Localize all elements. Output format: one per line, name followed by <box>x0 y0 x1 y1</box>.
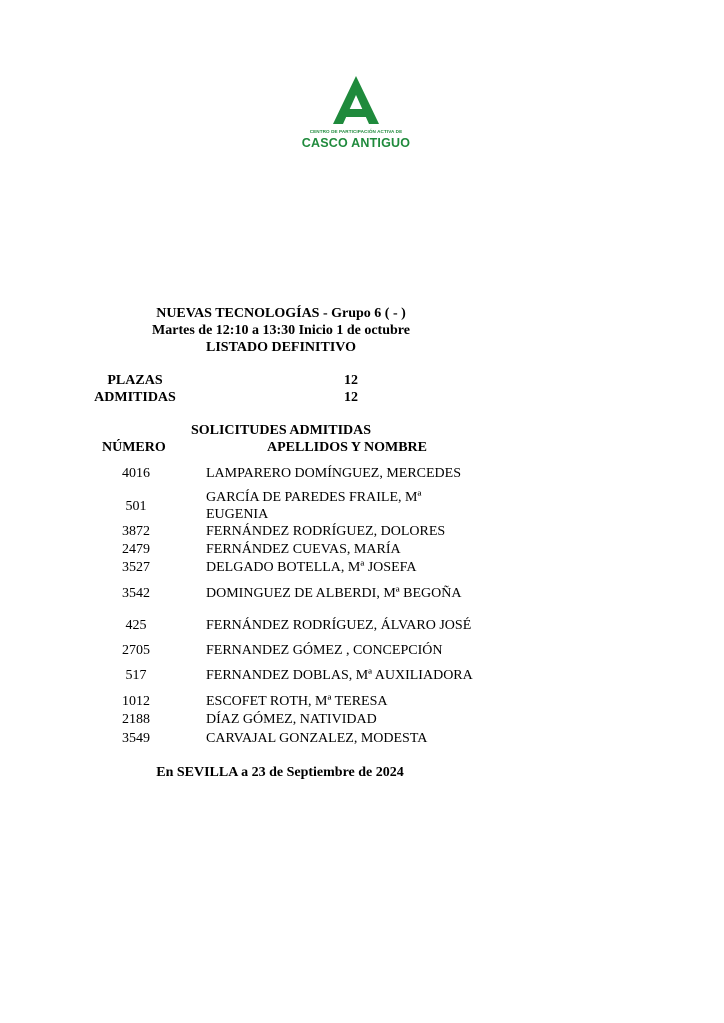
row-name: GARCÍA DE PAREDES FRAILE, Mª EUGENIA <box>206 490 422 522</box>
row-number: 3549 <box>122 731 150 746</box>
admitidas-label: ADMITIDAS <box>94 390 176 405</box>
row-number: 3527 <box>122 560 150 575</box>
row-number: 3872 <box>122 524 150 539</box>
row-number: 4016 <box>122 466 150 481</box>
row-number: 1012 <box>122 694 150 709</box>
row-name: FERNÁNDEZ RODRÍGUEZ, ÁLVARO JOSÉ <box>206 618 472 633</box>
row-number: 517 <box>125 668 147 683</box>
course-header <box>140 305 422 356</box>
course-schedule: Martes de 12:10 a 13:30 Inicio 1 de octubre <box>152 323 410 338</box>
row-name: LAMPARERO DOMÍNGUEZ, MERCEDES <box>206 466 462 481</box>
row-number: 2479 <box>122 542 150 557</box>
junta-andalucia-a-icon <box>330 74 382 126</box>
row-number: 425 <box>125 618 147 633</box>
plazas-value: 12 <box>344 373 358 388</box>
row-name: FERNANDEZ GÓMEZ , CONCEPCIÓN <box>206 643 443 658</box>
plazas-label: PLAZAS <box>107 373 163 388</box>
row-number: 2188 <box>122 712 150 727</box>
row-number: 3542 <box>122 586 150 601</box>
row-name: ESCOFET ROTH, Mª TERESA <box>206 694 388 709</box>
row-name: FERNANDEZ DOBLAS, Mª AUXILIADORA <box>206 668 473 683</box>
admitidas-value: 12 <box>344 390 358 405</box>
row-number: 501 <box>125 499 147 514</box>
row-name: FERNÁNDEZ CUEVAS, MARÍA <box>206 542 401 557</box>
logo-subtitle: CENTRO DE PARTICIPACIÓN ACTIVA DE <box>309 129 403 134</box>
row-name: DELGADO BOTELLA, Mª JOSEFA <box>206 560 417 575</box>
column-header-name: APELLIDOS Y NOMBRE <box>267 440 427 455</box>
row-name: DÍAZ GÓMEZ, NATIVIDAD <box>206 712 377 727</box>
casco-antiguo-logo <box>300 74 412 150</box>
list-type: LISTADO DEFINITIVO <box>206 340 356 355</box>
signature-date: En SEVILLA a 23 de Septiembre de 2024 <box>156 765 404 780</box>
section-title: SOLICITUDES ADMITIDAS <box>190 423 372 438</box>
column-header-number: NÚMERO <box>102 440 166 455</box>
row-number: 2705 <box>122 643 150 658</box>
row-name: CARVAJAL GONZALEZ, MODESTA <box>206 731 428 746</box>
course-title: NUEVAS TECNOLOGÍAS - Grupo 6 ( - ) <box>156 306 406 321</box>
row-name: DOMINGUEZ DE ALBERDI, Mª BEGOÑA <box>206 586 462 601</box>
logo-title: CASCO ANTIGUO <box>301 136 411 150</box>
row-name: FERNÁNDEZ RODRÍGUEZ, DOLORES <box>206 524 446 539</box>
